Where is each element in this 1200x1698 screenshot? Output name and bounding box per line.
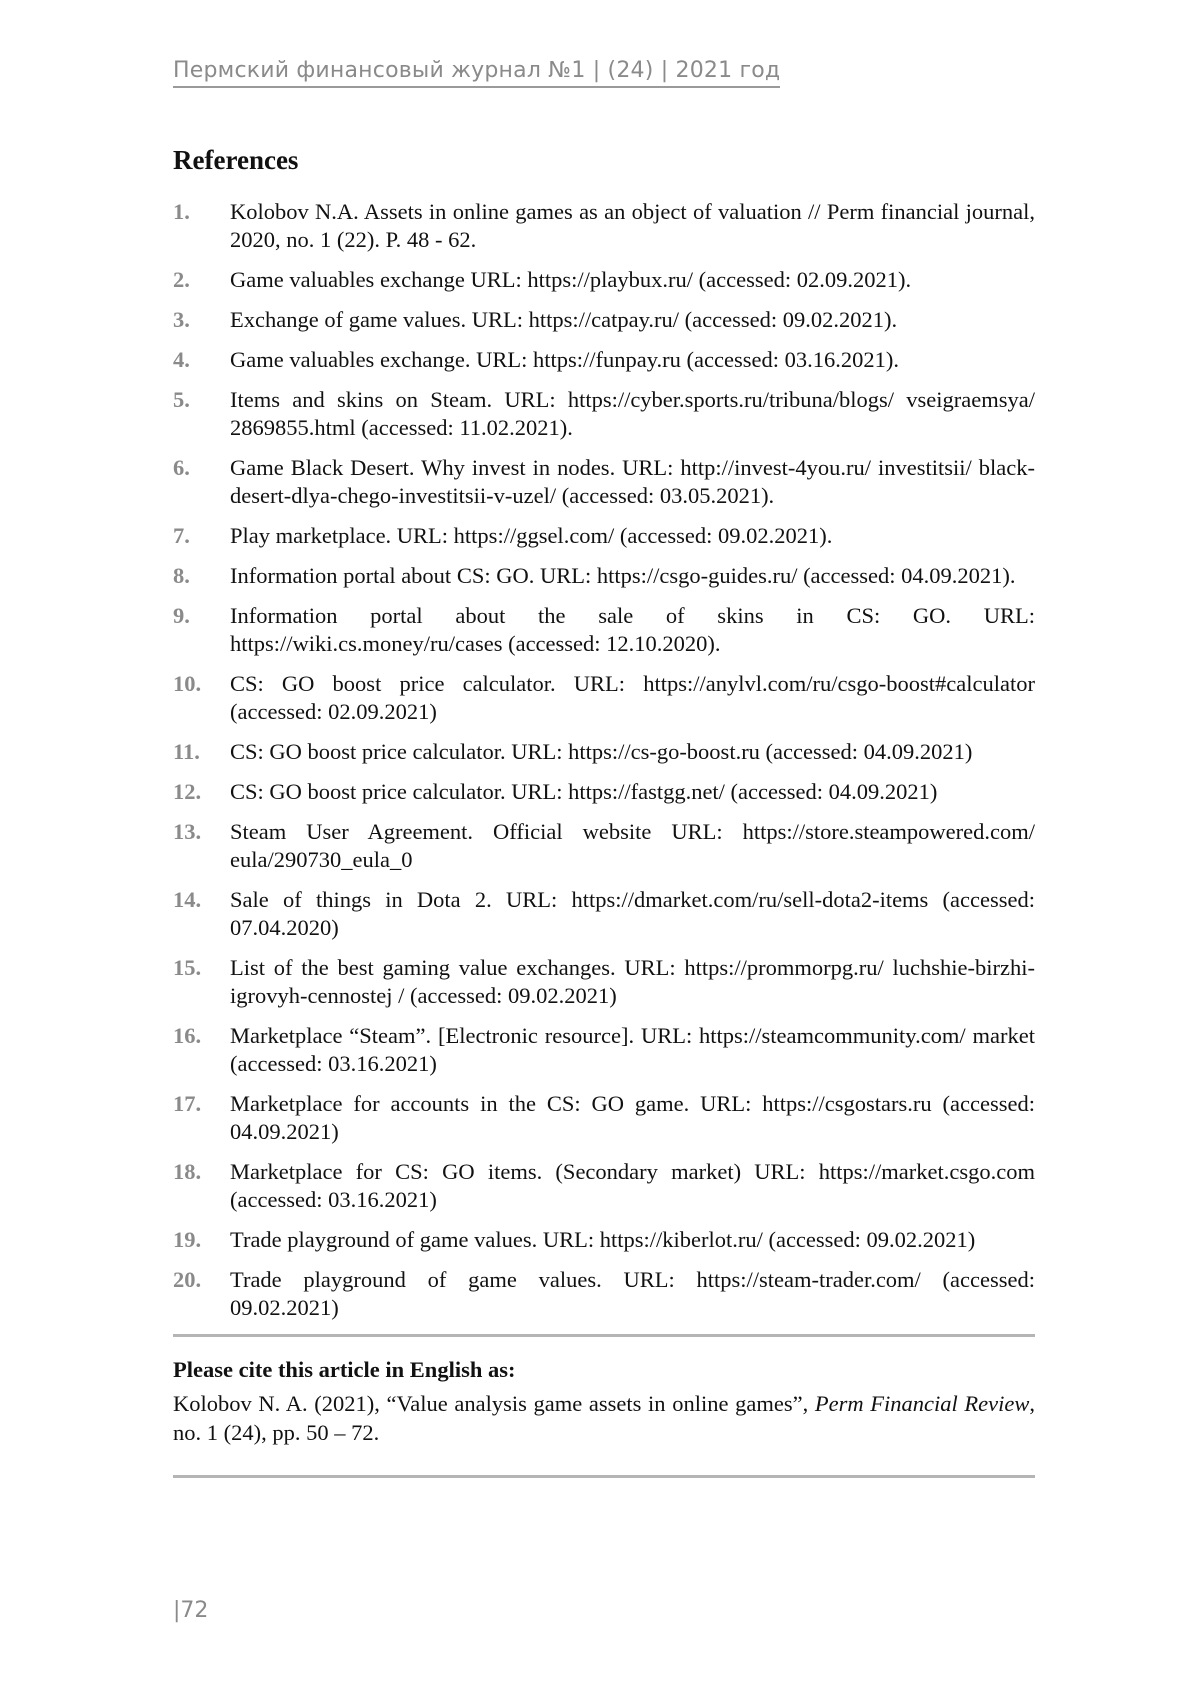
reference-text: Marketplace for accounts in the CS: GO game. URL: https://csgostars.ru (accessed: 04.09.2021)	[230, 1091, 1035, 1144]
reference-item	[173, 454, 1035, 510]
reference-text: Sale of things in Dota 2. URL: https://dmarket.com/ru/sell-dota2-items (accessed: 07.04.2020)	[230, 887, 1035, 940]
reference-item	[173, 346, 1035, 374]
reference-item	[173, 778, 1035, 806]
reference-text: Items and skins on Steam. URL: https://cyber.sports.ru/tribuna/blogs/ vseigraemsya/ 2869855.html (accessed: 11.02.2021).	[230, 387, 1035, 440]
citation-journal: Perm Financial Review	[814, 1391, 1030, 1416]
reference-text: Game valuables exchange URL: https://playbux.ru/ (accessed: 02.09.2021).	[230, 267, 912, 292]
reference-text: Information portal about CS: GO. URL: https://csgo-guides.ru/ (accessed: 04.09.2021).	[230, 563, 1016, 588]
citation-authors-title: Kolobov N. A. (2021), “Value analysis game assets in online games”,	[173, 1391, 815, 1416]
reference-item	[173, 386, 1035, 442]
reference-text: List of the best gaming value exchanges. URL: https://prommorpg.ru/ luchshie-birzhi-igrovyh-cennostej / (accessed: 09.02.2021)	[230, 955, 1035, 1008]
reference-number: 8.	[173, 563, 190, 588]
reference-number: 20.	[173, 1267, 202, 1292]
reference-number: 19.	[173, 1227, 202, 1252]
reference-number: 4.	[173, 347, 190, 372]
reference-item	[173, 886, 1035, 942]
reference-item	[173, 1158, 1035, 1214]
reference-item	[173, 266, 1035, 294]
reference-item	[173, 818, 1035, 874]
divider-bottom	[173, 1475, 1035, 1478]
reference-text: Play marketplace. URL: https://ggsel.com/ (accessed: 09.02.2021).	[230, 523, 833, 548]
reference-number: 9.	[173, 603, 190, 628]
reference-number: 18.	[173, 1159, 202, 1184]
reference-item	[173, 670, 1035, 726]
reference-text: Trade playground of game values. URL: https://kiberlot.ru/ (accessed: 09.02.2021)	[230, 1227, 976, 1252]
reference-number: 6.	[173, 455, 190, 480]
citation-block	[173, 1337, 1035, 1475]
reference-number: 12.	[173, 779, 202, 804]
reference-item	[173, 1090, 1035, 1146]
reference-number: 16.	[173, 1023, 202, 1048]
main-content	[173, 145, 1035, 1478]
reference-item	[173, 306, 1035, 334]
reference-number: 17.	[173, 1091, 202, 1116]
citation-text	[173, 1389, 1035, 1447]
reference-text: Kolobov N.A. Assets in online games as an object of valuation // Perm financial journal, 2020, no. 1 (22). P. 48 - 62.	[230, 199, 1035, 252]
reference-text: Game valuables exchange. URL: https://funpay.ru (accessed: 03.16.2021).	[230, 347, 899, 372]
reference-text: Game Black Desert. Why invest in nodes. URL: http://invest-4you.ru/ investitsii/ black-desert-dlya-chego-investitsii-v-uzel/ (accessed: 03.05.2021).	[230, 455, 1035, 508]
reference-item	[173, 954, 1035, 1010]
reference-text: Marketplace for CS: GO items. (Secondary market) URL: https://market.csgo.com (accessed: 03.16.2021)	[230, 1159, 1035, 1212]
reference-text: CS: GO boost price calculator. URL: https://anylvl.com/ru/csgo-boost#calculator (accessed: 02.09.2021)	[230, 671, 1035, 724]
reference-number: 13.	[173, 819, 202, 844]
reference-number: 15.	[173, 955, 202, 980]
references-list	[173, 198, 1035, 1322]
reference-item	[173, 602, 1035, 658]
reference-number: 5.	[173, 387, 190, 412]
reference-item	[173, 198, 1035, 254]
reference-item	[173, 1022, 1035, 1078]
citation-heading: Please cite this article in English as:	[173, 1357, 516, 1382]
running-header: Пермский финансовый журнал №1 | (24) | 2021 год	[173, 58, 780, 88]
reference-item	[173, 1266, 1035, 1322]
reference-text: Trade playground of game values. URL: https://steam-trader.com/ (accessed: 09.02.2021)	[230, 1267, 1035, 1320]
reference-text: Marketplace “Steam”. [Electronic resource]. URL: https://steamcommunity.com/ market (accessed: 03.16.2021)	[230, 1023, 1035, 1076]
reference-number: 7.	[173, 523, 190, 548]
references-title: References	[173, 145, 299, 175]
reference-text: CS: GO boost price calculator. URL: https://cs-go-boost.ru (accessed: 04.09.2021)	[230, 739, 973, 764]
reference-number: 14.	[173, 887, 202, 912]
reference-item	[173, 738, 1035, 766]
reference-number: 11.	[173, 739, 200, 764]
citation-issue-pages: , no. 1 (24), pp. 50 – 72.	[173, 1391, 1035, 1445]
reference-item	[173, 562, 1035, 590]
reference-number: 3.	[173, 307, 190, 332]
reference-item	[173, 1226, 1035, 1254]
reference-number: 2.	[173, 267, 190, 292]
page-number: |72	[173, 1598, 209, 1623]
reference-number: 1.	[173, 199, 190, 224]
reference-text: CS: GO boost price calculator. URL: https://fastgg.net/ (accessed: 04.09.2021)	[230, 779, 938, 804]
reference-text: Information portal about the sale of skins in CS: GO. URL: https://wiki.cs.money/ru/cases (accessed: 12.10.2020).	[230, 603, 1035, 656]
reference-text: Exchange of game values. URL: https://catpay.ru/ (accessed: 09.02.2021).	[230, 307, 898, 332]
reference-text: Steam User Agreement. Official website URL: https://store.steampowered.com/ eula/290730_eula_0	[230, 819, 1035, 872]
reference-number: 10.	[173, 671, 202, 696]
reference-item	[173, 522, 1035, 550]
